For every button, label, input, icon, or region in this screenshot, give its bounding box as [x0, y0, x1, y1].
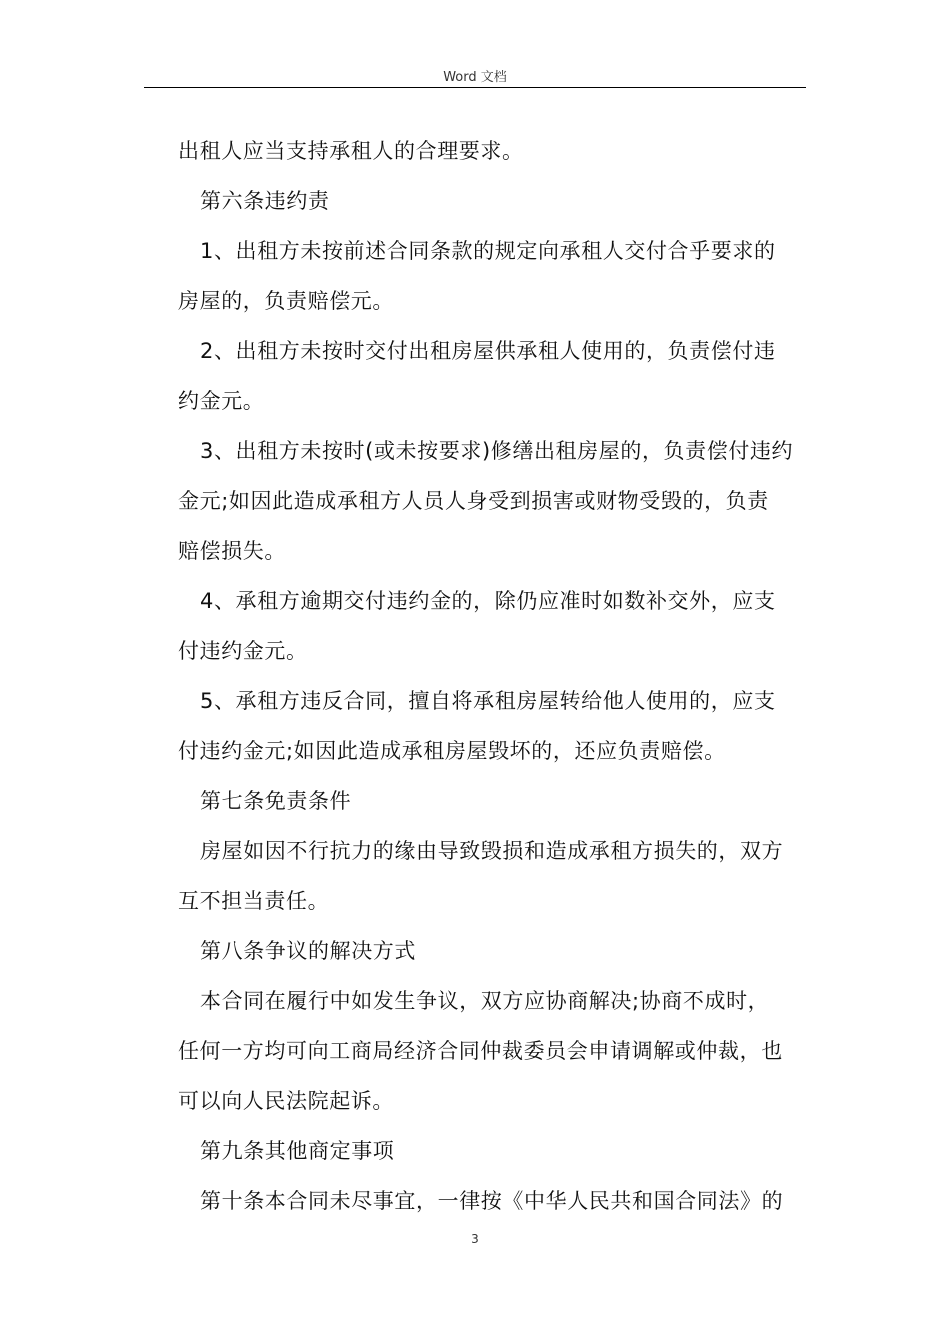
page-header-title: Word 文档	[443, 70, 507, 85]
body-line: 房屋如因不行抗力的缘由导致毁损和造成承租方损失的，双方	[200, 839, 784, 863]
section-heading: 第六条违约责	[200, 189, 330, 213]
body-line: 互不担当责任。	[178, 889, 330, 913]
body-line: 1、出租方未按前述合同条款的规定向承租人交付合乎要求的	[200, 239, 776, 263]
body-line: 房屋的，负责赔偿元。	[178, 289, 394, 313]
section-heading: 第九条其他商定事项	[200, 1139, 395, 1163]
body-line: 2、出租方未按时交付出租房屋供承租人使用的，负责偿付违	[200, 339, 776, 363]
body-line: 第十条本合同未尽事宜，一律按《中华人民共和国合同法》的	[200, 1189, 784, 1213]
body-line: 4、承租方逾期交付违约金的，除仍应准时如数补交外，应支	[200, 589, 776, 613]
body-line: 可以向人民法院起诉。	[178, 1089, 394, 1113]
document-body	[178, 126, 808, 1226]
section-heading: 第七条免责条件	[200, 789, 352, 813]
section-heading: 第八条争议的解决方式	[200, 939, 416, 963]
body-line: 5、承租方违反合同，擅自将承租房屋转给他人使用的，应支	[200, 689, 776, 713]
body-line: 付违约金元;如因此造成承租房屋毁坏的，还应负责赔偿。	[178, 739, 726, 763]
body-line: 付违约金元。	[178, 639, 308, 663]
body-line: 出租人应当支持承租人的合理要求。	[178, 139, 524, 163]
body-line: 约金元。	[178, 389, 265, 413]
body-line: 任何一方均可向工商局经济合同仲裁委员会申请调解或仲裁，也	[178, 1039, 783, 1063]
body-line: 金元;如因此造成承租方人员人身受到损害或财物受毁的，负责	[178, 489, 769, 513]
body-line: 本合同在履行中如发生争议，双方应协商解决;协商不成时，	[200, 989, 770, 1013]
page-number: 3	[471, 1232, 479, 1246]
header-divider	[144, 87, 806, 88]
body-line: 赔偿损失。	[178, 539, 286, 563]
body-line: 3、出租方未按时(或未按要求)修缮出租房屋的，负责偿付违约	[200, 439, 794, 463]
